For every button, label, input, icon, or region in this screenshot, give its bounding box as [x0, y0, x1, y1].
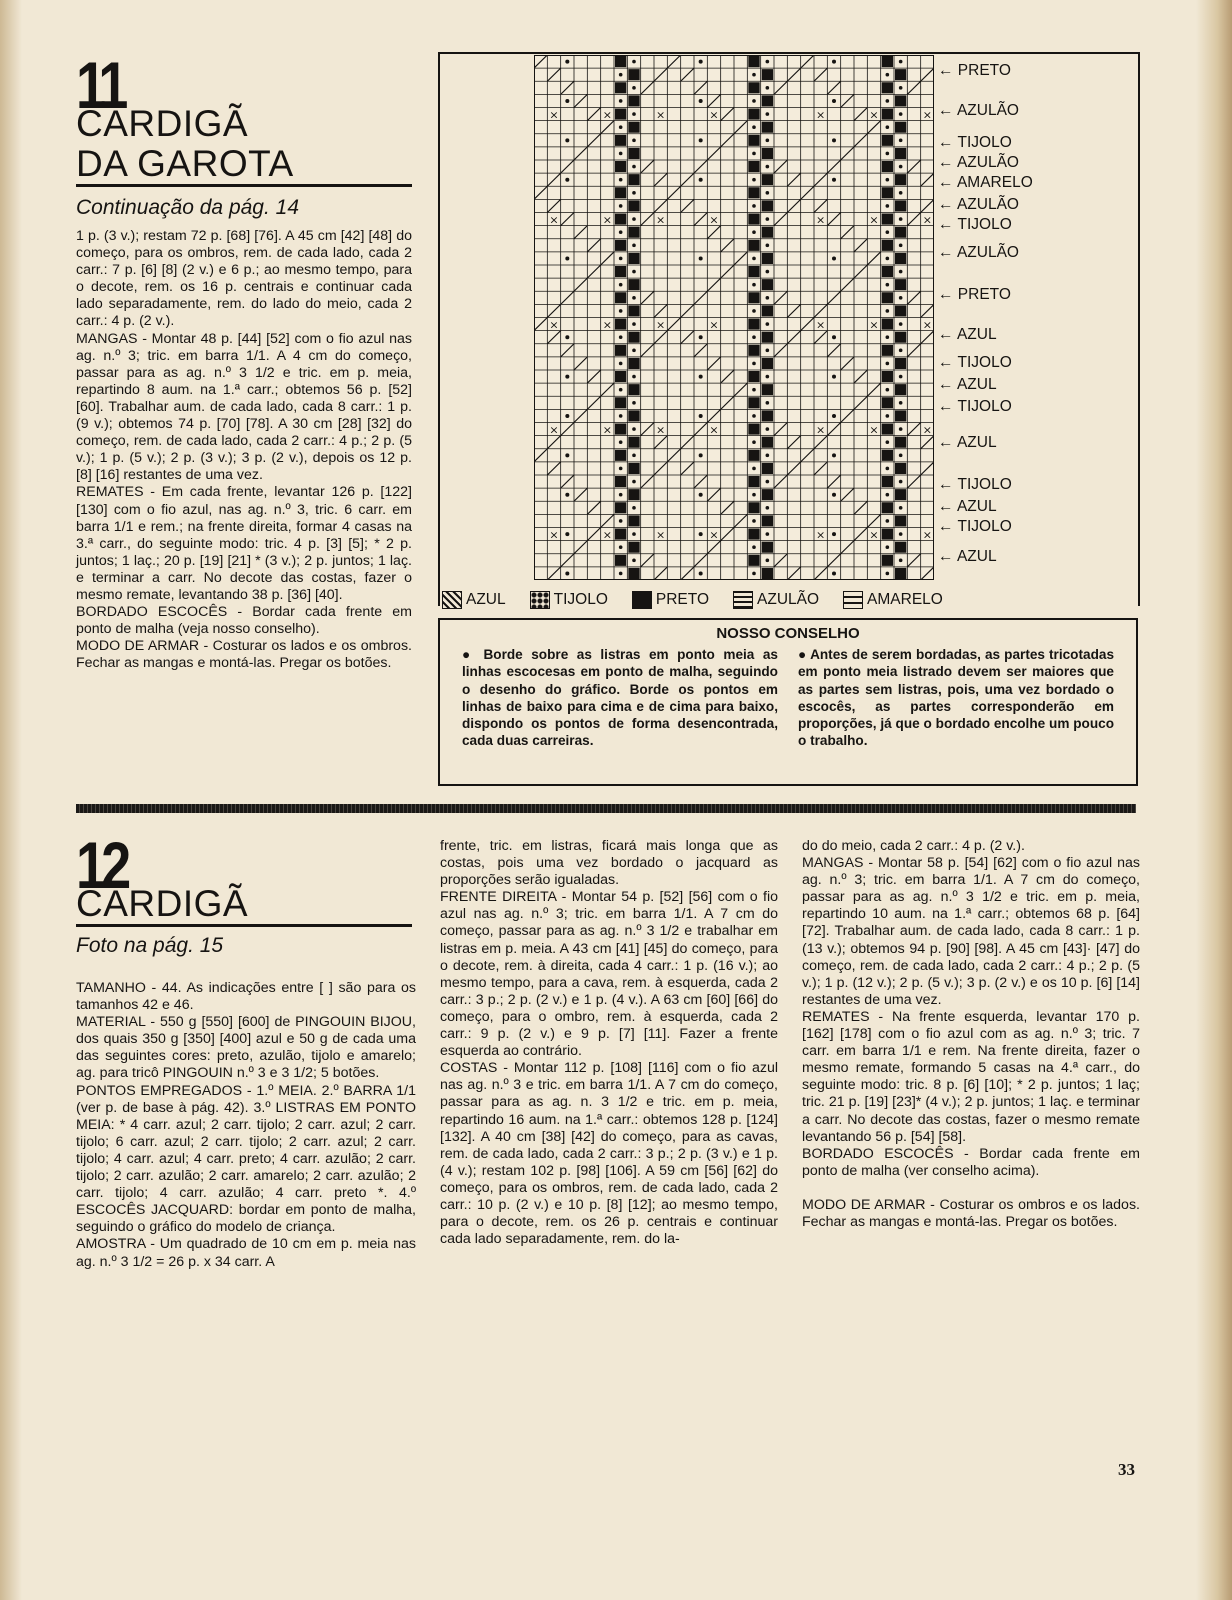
- stripe-label: ← TIJOLO: [938, 134, 1012, 151]
- svg-text:×: ×: [816, 528, 826, 542]
- svg-text:×: ×: [869, 423, 879, 437]
- legend-label: AZUL: [466, 591, 506, 608]
- legend-swatch-azulao-icon: [733, 591, 753, 609]
- svg-text:×: ×: [816, 318, 826, 332]
- svg-text:×: ×: [656, 423, 666, 437]
- stripe-label: ← AZUL: [938, 376, 997, 393]
- svg-text:×: ×: [602, 108, 612, 122]
- legend-item-azul: [442, 591, 506, 609]
- jacquard-chart-grid: [534, 55, 934, 580]
- stripe-label: ← TIJOLO: [938, 518, 1012, 535]
- legend-item-tijolo: [530, 591, 608, 609]
- svg-text:×: ×: [816, 108, 826, 122]
- svg-text:×: ×: [922, 423, 932, 437]
- legend-label: PRETO: [655, 591, 710, 608]
- section-12-column-3: [802, 838, 1140, 1231]
- svg-text:×: ×: [656, 213, 666, 227]
- svg-text:×: ×: [709, 108, 719, 122]
- svg-text:×: ×: [709, 528, 719, 542]
- s12-paragraph: TAMANHO - 44. As indicações entre [ ] são para os tamanhos 42 e 46.: [76, 980, 416, 1014]
- stripe-label: ← TIJOLO: [938, 216, 1012, 233]
- s12-paragraph: MATERIAL - 550 g [550] [600] de PINGOUIN BIJOU, dos quais 350 g [350] [400] azul e 50 g de cada uma das seguintes cores: preto, azulão, tijolo e amarelo; ag. para tricô PINGOUIN n.º 3 e 3 1/2; 5 botões.: [76, 1014, 416, 1082]
- svg-text:×: ×: [656, 528, 666, 542]
- legend-item-azulao: [733, 591, 819, 609]
- section-12-column-2: [440, 838, 778, 1248]
- s12-paragraph: AMOSTRA - Um quadrado de 10 cm em p. meia nas ag. n.º 3 1/2 = 26 p. x 34 carr. A: [76, 1236, 416, 1270]
- svg-text:×: ×: [549, 213, 559, 227]
- stripe-label: ← AZULÃO: [938, 102, 1019, 119]
- stripe-label: ← TIJOLO: [938, 476, 1012, 493]
- section-12-title: CARDIGÃ: [76, 883, 249, 924]
- svg-text:×: ×: [549, 423, 559, 437]
- stripe-label: ← TIJOLO: [938, 354, 1012, 371]
- s12-paragraph: PONTOS EMPREGADOS - 1.º MEIA. 2.º BARRA 1/1 (ver p. de base à pág. 42). 3.º LISTRAS EM PONTO MEIA: * 4 carr. azul; 2 carr. tijolo; 2 carr. azul; 2 carr. tijolo; 6 carr. azul; 2 carr. tijolo; 2 carr. azul; 2 carr. tijolo; 4 carr. azul; 4 carr. preto; 4 carr. azulão; 2 carr. tijolo; 2 carr. azulão; 2 carr. amarelo; 2 carr. azulão; 2 carr. tijolo; 4 carr. azulão; 4 carr. preto *. 4.º ESCOCÊS JACQUARD: bordar em ponto de malha, seguindo o gráfico do modelo de criança.: [76, 1082, 416, 1236]
- stripe-label: ← AZULÃO: [938, 196, 1019, 213]
- s12-paragraph: do do meio, cada 2 carr.: 4 p. (2 v.).: [802, 838, 1025, 854]
- section-11-title-line1: CARDIGÃ: [76, 103, 249, 144]
- svg-text:×: ×: [549, 528, 559, 542]
- stripe-label: ← AMARELO: [938, 174, 1033, 191]
- conselho-box: [438, 618, 1138, 786]
- conselho-right-text: Antes de serem bordadas, as partes tricotadas em ponto meia listrado devem ser maiores que as partes sem listras, pois, uma vez bordado o escocês, as partes corresponderão em proporções, já que o bordado encolhe um pouco o trabalho.: [798, 647, 1114, 749]
- stripe-label: ← PRETO: [938, 62, 1011, 79]
- section-12-rule: [76, 924, 412, 927]
- legend-label: TIJOLO: [553, 591, 608, 608]
- svg-text:×: ×: [709, 213, 719, 227]
- svg-text:×: ×: [602, 318, 612, 332]
- section-12-subtitle: Foto na pág. 15: [76, 934, 224, 957]
- s12-paragraph: COSTAS - Montar 112 p. [108] [116] com o fio azul nas ag. n.º 3 e tric. em barra 1/1. A 7 cm do começo, passar para as ag. n. 3 1/2 e tric. em p. meia, repartindo 16 aum. na 1.ª carr.: obtemos 128 p. [124] [132]. A 40 cm [38] [42] do começo, para as cavas, rem. de cada lado, cada 2 carr.: 3 p.; 2 p. (3 v.) e 1 p. (4 v.); restam 102 p. [98] [106]. A 59 cm [56] [62] do começo, para os ombros, rem. de cada lado, cada 2 carr.: 10 p. (2 v.) e 10 p. [8] [12]; ao mesmo tempo, para o decote, rem. os 26 p. centrais e continuar cada lado separadamente, rem. do la-: [440, 1060, 778, 1248]
- section-12-number: 12: [76, 828, 127, 902]
- s11-paragraph: REMATES - Em cada frente, levantar 126 p. [122] [130] com o fio azul, nas ag. n.º 3, tric. 6 carr. em barra 1/1 e rem.; na frente direita, formar 4 casas na 3.ª carr., do seguinte modo: tric. 4 p. [3] [5]; * 2 p. juntos; 1 laç.; 20 p. [19] [21] * (3 v.); 2 p. juntos; 1 laç. e terminar a carr. No decote das costas, fazer o mesmo remate, levantando 38 p. [36] [40].: [76, 484, 412, 603]
- svg-text:×: ×: [922, 108, 932, 122]
- bullet-icon: ●: [462, 647, 484, 662]
- section-divider: [76, 804, 1136, 813]
- chart-legend: [442, 591, 961, 609]
- svg-text:×: ×: [869, 213, 879, 227]
- stripe-label: ← AZUL: [938, 326, 997, 343]
- svg-text:×: ×: [549, 318, 559, 332]
- s11-paragraph: 1 p. (3 v.); restam 72 p. [68] [76]. A 45 cm [42] [48] do começo, para os ombros, rem. de cada lado, cada 2 carr.: 7 p. [6] [8] (2 v.) e 6 p.; ao mesmo tempo, para o decote, rem. os 16 p. centrais e continuar cada lado separadamente, rem. do lado do meio, cada 2 carr.: 4 p. (2 v.).: [76, 228, 412, 330]
- s11-paragraph: BORDADO ESCOCÊS - Bordar cada frente em ponto de malha (veja nosso conselho).: [76, 604, 412, 638]
- legend-swatch-tijolo-icon: [530, 591, 550, 609]
- s11-paragraph: MANGAS - Montar 48 p. [44] [52] com o fio azul nas ag. n.º 3; tric. em barra 1/1. A 4 cm do começo, passar para as ag. n.º 3 1/2 e tric. em p. meia, repartindo 8 aum. na 1.ª carr.; obtemos 56 p. [52] [60]. Trabalhar aum. de cada lado, cada 8 carr.: 1 p. (9 v.); obtemos 74 p. [70] [78]. A 30 cm [28] [32] do começo, rem. de cada lado, cada 2 carr.: 4 p.; 2 p. (5 v.); 1 p. (5 v.); 2 p. (3 v.); 3 p. (2 v.), depois os 12 p. [8] [16] restantes de uma vez.: [76, 330, 412, 484]
- conselho-heading: NOSSO CONSELHO: [716, 625, 860, 642]
- svg-text:×: ×: [816, 213, 826, 227]
- s12-paragraph: frente, tric. em listras, ficará mais longa que as costas, pois uma vez bordado o jacquard as proporções serão igualadas.: [440, 838, 778, 889]
- s12-paragraph: MANGAS - Montar 58 p. [54] [62] com o fio azul nas ag. n.º 3; tric. em barra 1/1. A 7 cm do começo, passar para as ag. n.º 3 1/2 e tric. em p. meia, repartindo 10 aum. na 1.ª carr.; obtemos 68 p. [64] [72]. Trabalhar aum. de cada lado, cada 8 carr.: 1 p. (13 v.); obtemos 94 p. [90] [98]. A 45 cm [43]· [47] do começo, rem. de cada lado, cada 2 carr.: 4 p.; 2 p. (5 v.); 1 p. (12 v.); 2 p. (5 v.); 3 p. (2 v.) e os 10 p. [6] [14] restantes de uma vez.: [802, 855, 1140, 1008]
- stripe-label: ← AZUL: [938, 434, 997, 451]
- svg-text:×: ×: [922, 318, 932, 332]
- svg-text:×: ×: [869, 528, 879, 542]
- svg-text:×: ×: [602, 528, 612, 542]
- legend-label: AMARELO: [867, 591, 943, 608]
- stripe-label: ← AZUL: [938, 548, 997, 565]
- stripe-label: ← AZULÃO: [938, 244, 1019, 261]
- svg-text:×: ×: [922, 213, 932, 227]
- section-11-title-line2: DA GAROTA: [76, 143, 294, 184]
- conselho-right: [798, 646, 1114, 750]
- stripe-label: ← AZUL: [938, 498, 997, 515]
- legend-label: AZULÃO: [757, 591, 820, 608]
- svg-text:×: ×: [869, 108, 879, 122]
- s12-paragraph: BORDADO ESCOCÊS - Bordar cada frente em ponto de malha (ver conselho acima).: [802, 1145, 1140, 1179]
- page-number: 33: [1118, 1460, 1135, 1479]
- section-11-body: [76, 228, 412, 672]
- svg-text:×: ×: [549, 108, 559, 122]
- conselho-left: [462, 646, 778, 750]
- stripe-label: ← AZULÃO: [938, 154, 1019, 171]
- svg-text:×: ×: [656, 318, 666, 332]
- bullet-icon: ●: [798, 647, 811, 662]
- page-edge: [1196, 0, 1232, 1600]
- s12-paragraph: MODO DE ARMAR - Costurar os ombros e os lados. Fechar as mangas e montá-las. Pregar os botões.: [802, 1196, 1140, 1230]
- section-11-number: 11: [76, 48, 124, 122]
- legend-item-preto: [632, 591, 709, 609]
- legend-item-amarelo: [843, 591, 943, 609]
- s12-paragraph: FRENTE DIREITA - Montar 54 p. [52] [56] com o fio azul nas ag. n.º 3; tric. em barra 1/1. A 7 cm do começo, passar para as ag. n.º 3 1/2 e trabalhar em listras em p. meia. A 43 cm [41] [45] do começo, para o decote, rem. à direita, cada 4 carr.: 1 p. (16 v.); ao mesmo tempo, para a cava, rem. à esquerda, cada 2 carr.: 3 p.; 2 p. (2 v.) e 1 p. (4 v.). A 63 cm [60] [66] do começo, para o ombro, rem. à esquerda, cada 2 carr.: 9 p. (2 v.) e 9 p. [7] [11]. Fazer a frente esquerda ao contrário.: [440, 889, 778, 1060]
- legend-swatch-azul-icon: [442, 591, 462, 609]
- section-11-rule: [76, 184, 412, 187]
- svg-text:×: ×: [922, 528, 932, 542]
- legend-swatch-preto-icon: [632, 591, 652, 609]
- section-11-subtitle: Continuação da pág. 14: [76, 196, 300, 219]
- svg-text:×: ×: [709, 318, 719, 332]
- s11-paragraph: MODO DE ARMAR - Costurar os lados e os ombros. Fechar as mangas e montá-las. Pregar os botões.: [76, 638, 412, 672]
- svg-text:×: ×: [602, 423, 612, 437]
- svg-text:×: ×: [656, 108, 666, 122]
- svg-text:×: ×: [709, 423, 719, 437]
- stripe-label: ← PRETO: [938, 286, 1011, 303]
- legend-swatch-amarelo-icon: [843, 591, 863, 609]
- section-12-column-1: [76, 980, 416, 1271]
- svg-text:×: ×: [816, 423, 826, 437]
- conselho-left-text: Borde sobre as listras em ponto meia as linhas escocesas em ponto de malha, seguindo o desenho do gráfico. Borde os pontos em linhas de baixo para cima e de cima para baixo, dispondo os pontos de forma desencontrada, cada duas carreiras.: [462, 647, 778, 749]
- binding-shadow: [0, 0, 22, 1600]
- stripe-label: ← TIJOLO: [938, 398, 1012, 415]
- svg-text:×: ×: [602, 213, 612, 227]
- s12-paragraph: REMATES - Na frente esquerda, levantar 170 p. [162] [178] com o fio azul com as ag. n.º 3; tric. 7 carr. em barra 1/1 e rem. Na frente direita, fazer o mesmo remate, formando 5 casas na 4.ª carr., do seguinte modo: tric. 8 p. [6] [10]; * 2 p. juntos; 1 laç; tric. 21 p. [19] [23]* (4 v.); 2 p. juntos; 1 laç. e terminar a carr. No decote das costas, fazer o mesmo remate levantando 56 p. [54] [58].: [802, 1008, 1140, 1145]
- svg-text:×: ×: [869, 318, 879, 332]
